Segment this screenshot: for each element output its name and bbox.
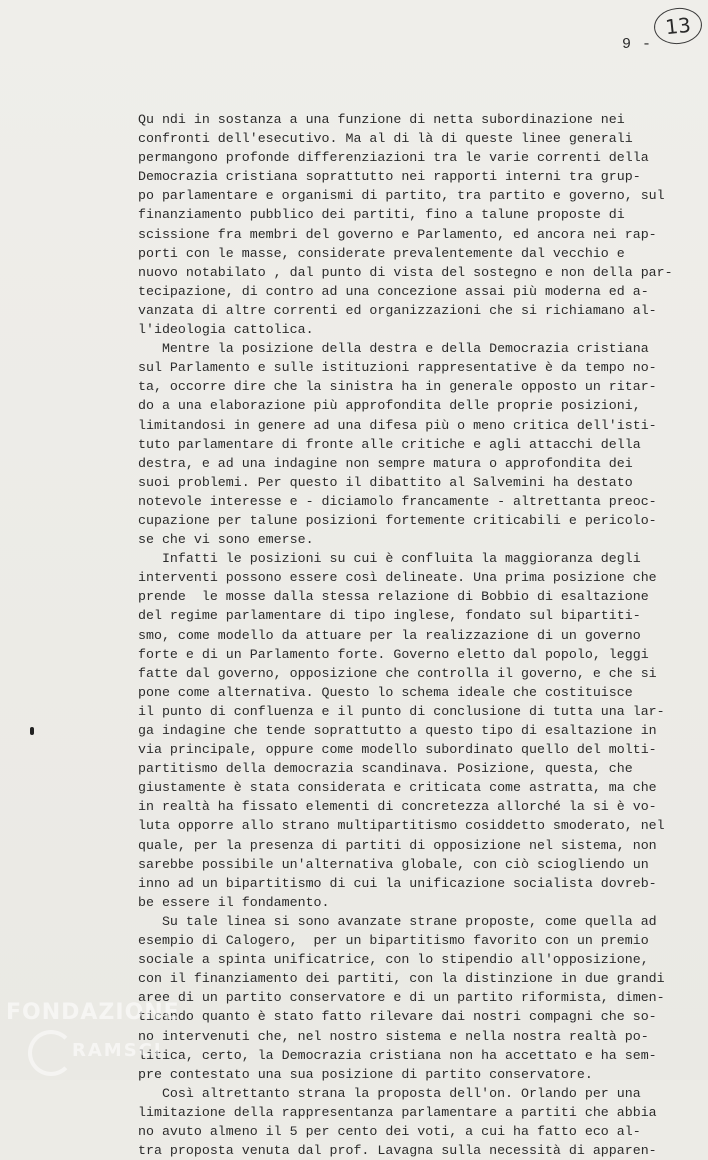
text-line: sarebbe possibile un'alternativa globale, con ciò sciogliendo un xyxy=(138,856,649,872)
text-line: ta, occorre dire che la sinistra ha in generale opposto un ritar- xyxy=(138,379,657,395)
text-line: del regime parlamentare di tipo inglese, fondato sul bipartiti- xyxy=(138,608,641,624)
text-line: permangono profonde differenziazioni tra le varie correnti della xyxy=(138,150,649,166)
watermark-top: FONDAZIONE xyxy=(6,1000,180,1025)
text-line: forte e di un Parlamento forte. Governo eletto dal popolo, leggi xyxy=(138,646,649,662)
text-line: Qu ndi in sostanza a una funzione di netta subordinazione nei xyxy=(138,112,625,127)
text-line: vanzata di altre correnti ed organizzazioni che si richiamano al- xyxy=(138,302,657,318)
text-line: via principale, oppure come modello subordinato quello del molti- xyxy=(138,742,657,758)
text-line: finanziamento pubblico dei partiti, fino a talune proposte di xyxy=(138,207,625,223)
text-line: fatte dal governo, opposizione che controlla il governo, e che si xyxy=(138,665,657,681)
text-line: no avuto almeno il 5 per cento dei voti, a cui ha fatto eco al- xyxy=(138,1123,641,1139)
text-line: Democrazia cristiana soprattutto nei rapporti interni tra grup- xyxy=(138,169,641,185)
margin-mark xyxy=(30,727,34,735)
text-line: quale, per la presenza di partiti di opposizione nel sistema, non xyxy=(138,837,657,853)
text-line: giustamente è stata considerata e criticata come astratta, ma che xyxy=(138,780,657,796)
page-number: 9 - xyxy=(622,36,653,53)
text-line: prende le mosse dalla stessa relazione di Bobbio di esaltazione xyxy=(138,589,649,605)
text-line: litica, certo, la Democrazia cristiana non ha accettato e ha sem- xyxy=(138,1047,657,1063)
text-line: ticando quanto è stato fatto rilevare dai nostri compagni che so- xyxy=(138,1009,657,1025)
text-line: nuovo notabilato , dal punto di vista del sostegno e non della par- xyxy=(138,264,673,280)
text-line: do a una elaborazione più approfondita delle proprie posizioni, xyxy=(138,398,641,414)
text-line: aree di un partito conservatore e di un partito riformista, dimen- xyxy=(138,990,665,1006)
text-line: tecipazione, di contro ad una concezione assai più moderna ed a- xyxy=(138,283,649,299)
text-line: smo, come modello da attuare per la realizzazione di un governo xyxy=(138,627,641,643)
text-line: sul Parlamento e sulle istituzioni rappresentative è da tempo no- xyxy=(138,360,657,376)
text-line: luta opporre allo strano multipartitismo cosiddetto smoderato, nel xyxy=(138,818,665,834)
text-line: cupazione per talune posizioni fortemente criticabili e pericolo- xyxy=(138,512,657,528)
watermark xyxy=(6,1000,196,1076)
text-line: inno ad un bipartitismo di cui la unificazione socialista dovreb- xyxy=(138,875,657,891)
text-line: suoi problemi. Per questo il dibattito al Salvemini ha destato xyxy=(138,474,633,490)
text-line: porti con le masse, considerate prevalentemente dal vecchio e xyxy=(138,245,625,261)
watermark-bottom: RAMSCI xyxy=(72,1040,163,1061)
text-line: pone come alternativa. Questo lo schema ideale che costituisce xyxy=(138,684,633,700)
text-line: Su tale linea si sono avanzate strane proposte, come quella ad xyxy=(138,913,657,929)
text-line: con il finanziamento dei partiti, con la distinzione in due grandi xyxy=(138,971,665,987)
text-line: limitandosi in genere ad una difesa più o meno critica dell'isti- xyxy=(138,417,657,433)
text-line: tuto parlamentare di fronte alle critiche e agli attacchi della xyxy=(138,436,641,452)
text-line: limitazione della rappresentanza parlamentare a partiti che abbia xyxy=(138,1104,657,1120)
text-line: sociale a spinta unificatrice, con lo stipendio all'opposizione, xyxy=(138,952,649,968)
text-line: notevole interesse e - diciamolo francamente - altrettanta preoc- xyxy=(138,493,657,509)
text-line: no intervenuti che, nel nostro sistema e nella nostra realtà po- xyxy=(138,1028,649,1044)
text-line: confronti dell'esecutivo. Ma al di là di queste linee generali xyxy=(138,131,633,147)
body-text xyxy=(138,110,698,1160)
watermark-logo-icon xyxy=(28,1030,74,1076)
text-line: partitismo della democrazia scandinava. Posizione, questa, che xyxy=(138,761,633,777)
text-line: il punto di confluenza e il punto di conclusione di tutta una lar- xyxy=(138,703,665,719)
text-line: po parlamentare e organismi di partito, tra partito e governo, sul xyxy=(138,188,665,204)
text-line: se che vi sono emerse. xyxy=(138,532,314,548)
text-line: l'ideologia cattolica. xyxy=(138,322,314,338)
text-line: Infatti le posizioni su cui è confluita la maggioranza degli xyxy=(138,551,641,567)
archive-page-stamp: 13 xyxy=(652,6,704,47)
text-line: tra proposta venuta dal prof. Lavagna sulla necessità di apparen- xyxy=(138,1143,657,1159)
text-line: Così altrettanto strana la proposta dell'on. Orlando per una xyxy=(138,1085,641,1101)
text-line: destra, e ad una indagine non sempre matura o approfondita dei xyxy=(138,455,633,471)
text-line: scissione fra membri del governo e Parlamento, ed ancora nei rap- xyxy=(138,226,657,242)
text-line: Mentre la posizione della destra e della Democrazia cristiana xyxy=(138,341,649,357)
text-line: be essere il fondamento. xyxy=(138,894,330,910)
text-line: esempio di Calogero, per un bipartitismo favorito con un premio xyxy=(138,933,649,949)
text-line: pre contestato una sua posizione di partito conservatore. xyxy=(138,1066,593,1082)
text-line: in realtà ha fissato elementi di concretezza allorché la si è vo- xyxy=(138,799,657,815)
text-line: ga indagine che tende soprattutto a questo tipo di esaltazione in xyxy=(138,723,657,738)
text-line: interventi possono essere così delineate. Una prima posizione che xyxy=(138,570,657,586)
